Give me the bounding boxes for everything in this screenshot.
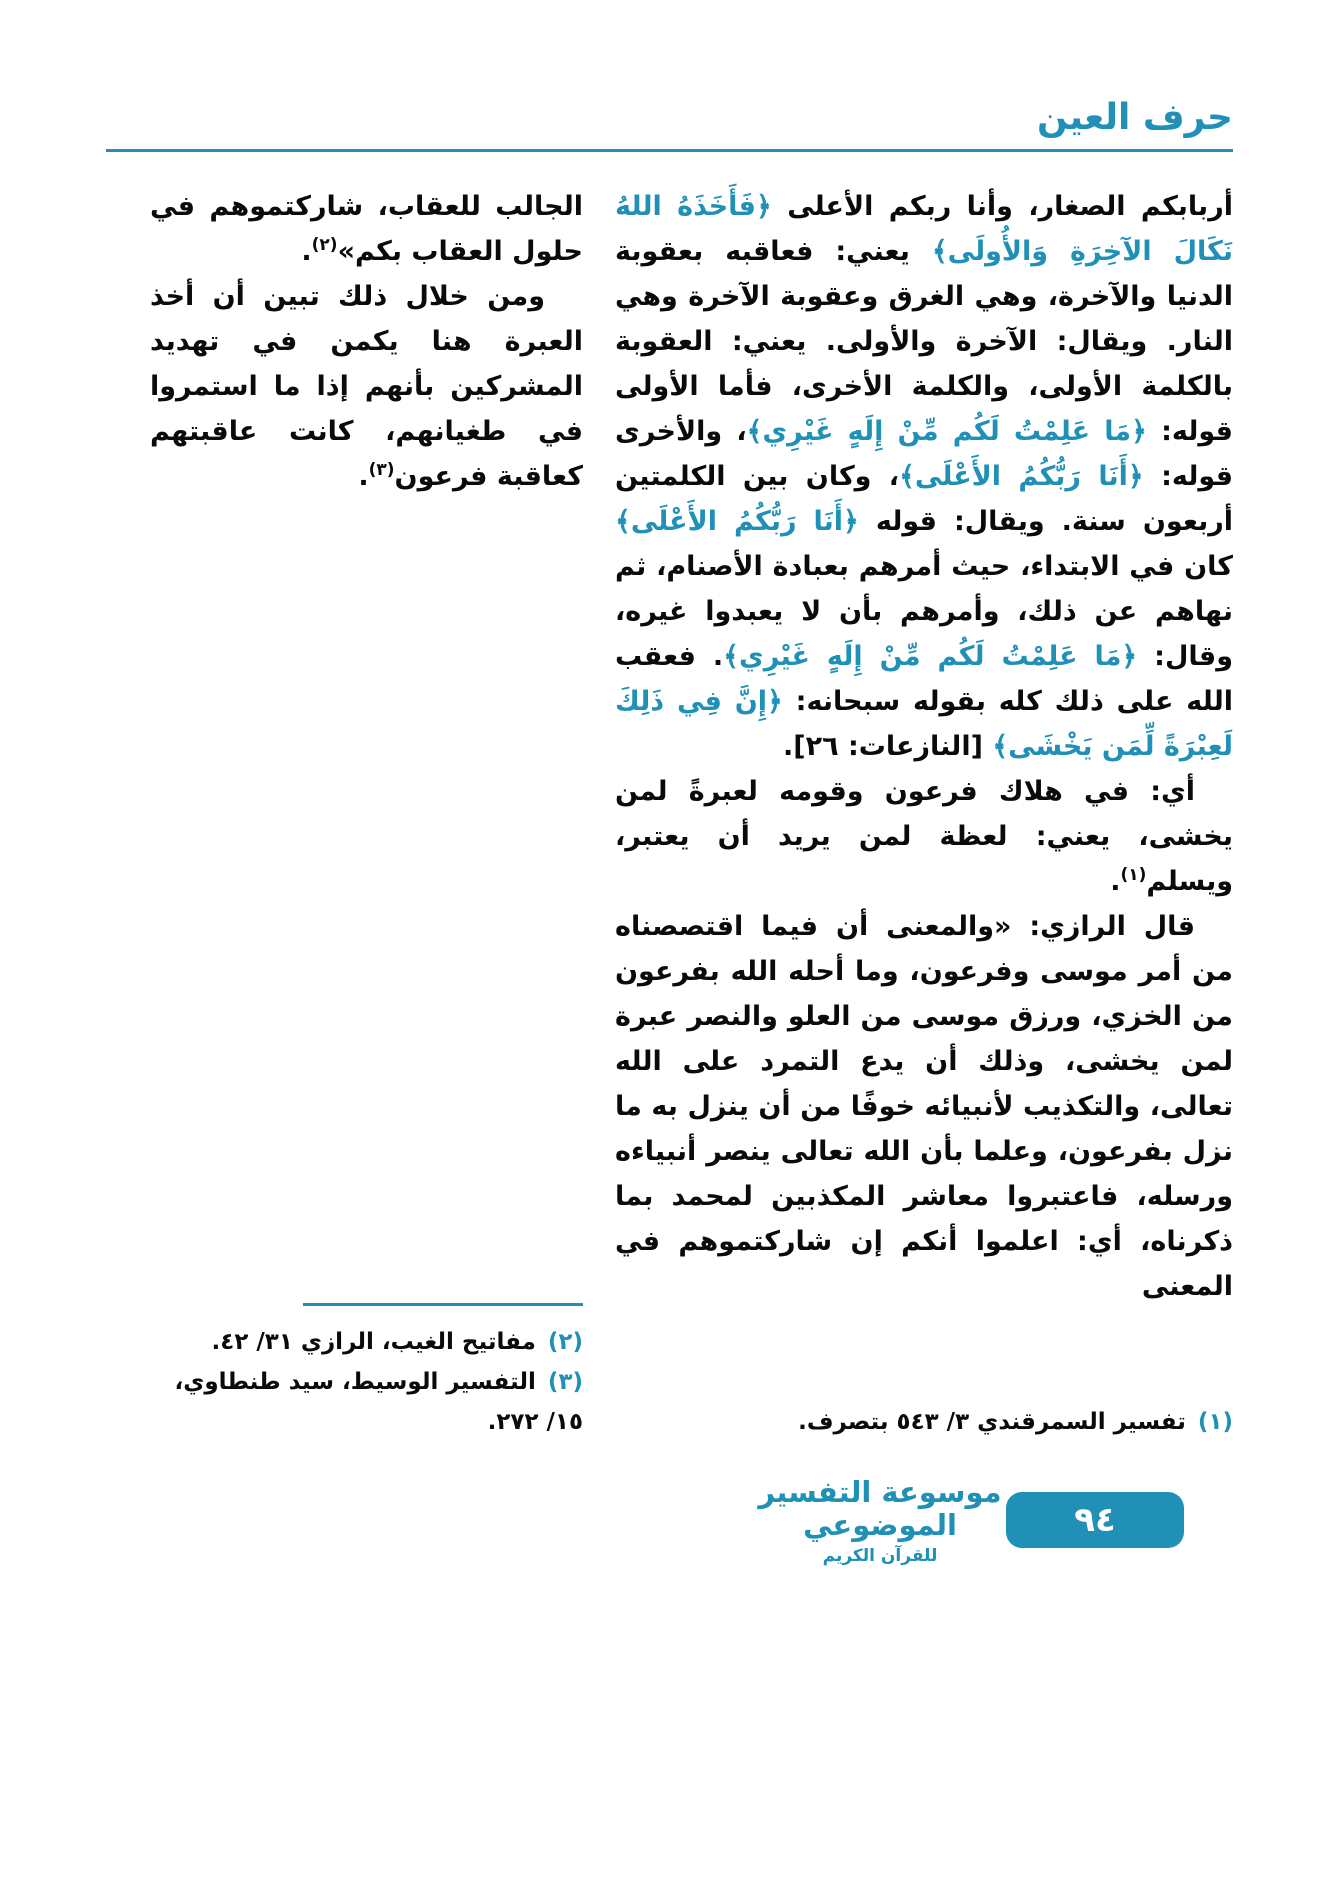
body-paragraph — [150, 274, 583, 499]
body-paragraph — [615, 769, 1233, 904]
text-run: قال الرازي: «والمعنى أن فيما اقتصصناه من أمر موسى وفرعون، وما أحله الله بفرعون من الخزي، ورزق موسى من العلو والنصر عبرة لمن يخشى، وذلك أن يدع التمرد على الله تعالى، والتكذيب لأنبيائه خوفًا من أن ينزل به ما نزل بفرعون، وعلما بأن الله تعالى ينصر أنبياءه ورسله، فاعتبروا معاشر المكذبين لمحمد بما ذكرناه، أي: اعلموا أنكم إن شاركتموهم في المعنى — [615, 911, 1233, 1303]
quran-quote: ﴿أَنَا رَبُّكُمُ الأَعْلَى﴾ — [615, 506, 859, 538]
text-run: يعني: فعاقبه بعقوبة الدنيا والآخرة، وهي الغرق وعقوبة الآخرة وهي النار. ويقال: الآخرة والأولى. يعني: العقوبة بالكلمة الأولى، والكلمة الأخرى، فأما الأولى قوله: — [615, 236, 1233, 448]
text-run: ومن خلال ذلك تبين أن أخذ العبرة هنا يكمن في تهديد المشركين بأنهم إذا ما استمروا في طغيانهم، كانت عاقبتهم كعاقبة فرعون — [150, 281, 583, 493]
quran-quote: ﴿مَا عَلِمْتُ لَكُم مِّنْ إِلَهٍ غَيْرِي﴾ — [723, 641, 1138, 673]
body-paragraph — [150, 184, 583, 274]
text-run: ، وكان بين الكلمتين أربعون سنة. ويقال: قوله — [615, 461, 1234, 538]
quran-quote: ﴿إِنَّ فِي ذَلِكَ لَعِبْرَةً لِّمَن يَخْشَى﴾ — [615, 686, 1233, 763]
text-run: . — [1110, 866, 1121, 898]
footnote — [615, 1402, 1233, 1442]
footnote — [150, 1322, 583, 1362]
footnote — [150, 1362, 583, 1442]
quran-quote: ﴿مَا عَلِمْتُ لَكُم مِّنْ إِلَهٍ غَيْرِي﴾ — [746, 416, 1147, 448]
footnote-marker: (١) — [1120, 865, 1147, 886]
footnote-separator — [303, 1303, 583, 1306]
quran-quote: ﴿أَنَا رَبُّكُمُ الأَعْلَى﴾ — [899, 461, 1144, 493]
text-run: الجالب للعقاب، شاركتموهم في حلول العقاب بكم» — [150, 191, 583, 268]
footnote-number: (١) — [1197, 1409, 1233, 1436]
column-left — [150, 184, 583, 1442]
footnote-number: (٣) — [547, 1369, 583, 1396]
text-run: كان في الابتداء، حيث أمرهم بعبادة الأصنام، ثم نهاهم عن ذلك، وأمرهم بأن لا يعبدوا غيره، وقال: — [615, 551, 1233, 673]
text-run: أربابكم الصغار، وأنا ربكم الأعلى — [771, 191, 1233, 223]
text-run: أي: في هلاك فرعون وقومه لعبرةً لمن يخشى، يعني: لعظة لمن يريد أن يعتبر، ويسلم — [615, 776, 1233, 898]
section-header: حرف العين — [1037, 97, 1233, 138]
footnote-text: مفاتيح الغيب، الرازي ٣١/ ٤٢. — [211, 1329, 536, 1356]
page-header — [0, 0, 1339, 152]
publisher-emblem — [752, 1476, 1008, 1566]
column-right — [615, 184, 1233, 1442]
body-paragraph — [615, 184, 1233, 769]
footnotes-right — [615, 1402, 1233, 1442]
footnote-marker: (٣) — [368, 460, 395, 481]
page-body — [0, 152, 1339, 1442]
quran-quote: ﴿فَأَخَذَهُ اللهُ نَكَالَ الآخِرَةِ وَالأُولَى﴾ — [615, 191, 1233, 268]
publisher-emblem-title: موسوعة التفسير الموضوعي — [758, 1475, 1002, 1543]
text-run: . — [301, 236, 312, 268]
footnote-text: تفسير السمرقندي ٣/ ٥٤٣ بتصرف. — [798, 1409, 1186, 1436]
footnotes-left — [150, 1303, 583, 1442]
body-paragraph — [615, 904, 1233, 1309]
page-number-badge — [1006, 1492, 1184, 1548]
footnote-number: (٢) — [547, 1329, 583, 1356]
footnote-marker: (٢) — [311, 235, 338, 256]
page-number: ٩٤ — [1074, 1500, 1116, 1540]
footnote-text: التفسير الوسيط، سيد طنطاوي، ١٥/ ٢٧٢. — [174, 1369, 583, 1436]
text-run: . فعقب الله على ذلك كله بقوله سبحانه: — [615, 641, 1233, 718]
publisher-emblem-subtitle: للقرآن الكريم — [822, 1545, 938, 1566]
text-run: ، والأخرى قوله: — [615, 416, 1233, 493]
text-run: . — [358, 461, 369, 493]
text-run: [النازعات: ٢٦]. — [782, 731, 993, 763]
